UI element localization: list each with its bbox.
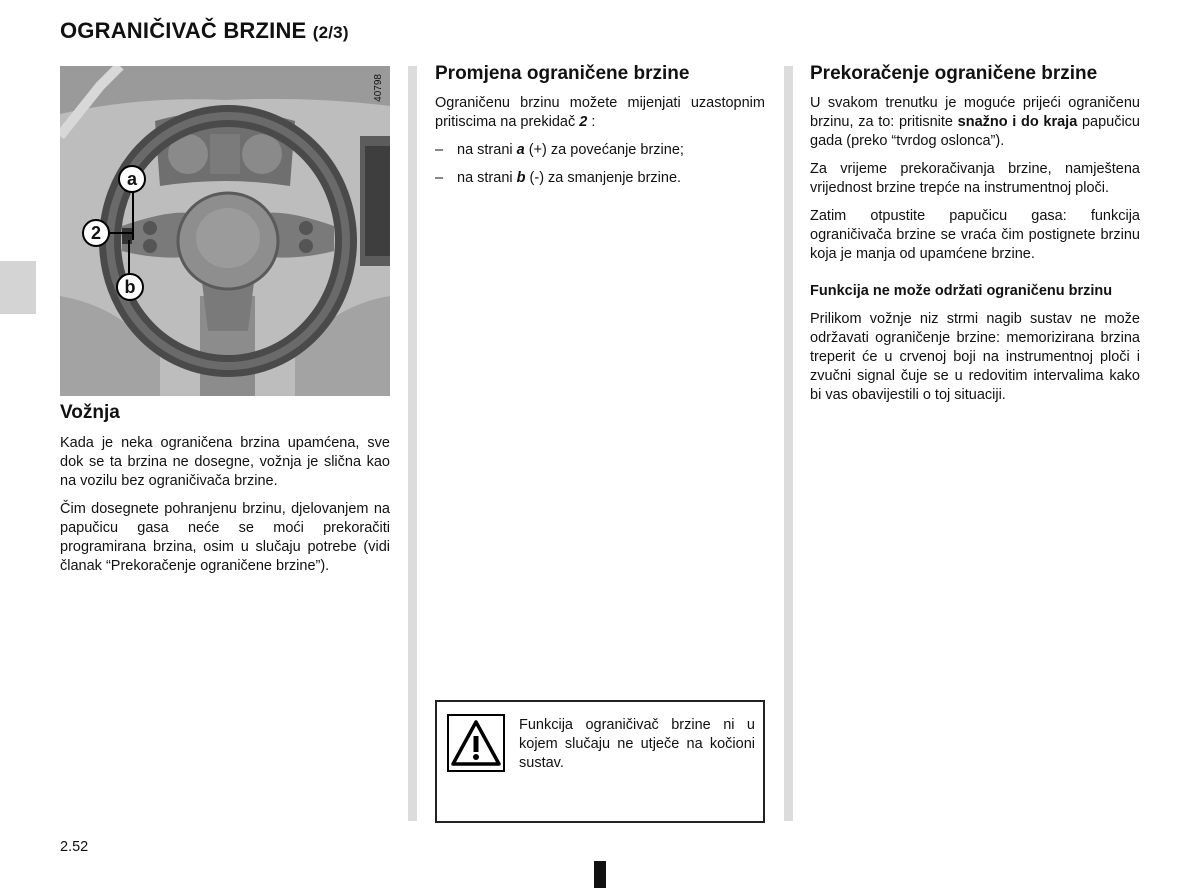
paragraph — [435, 94, 765, 132]
steering-wheel-figure — [60, 66, 390, 396]
page-edge-marker — [594, 861, 606, 888]
list-item-text: na strani — [457, 170, 513, 186]
list-item-text: na strani — [457, 142, 513, 158]
section-driving — [60, 402, 390, 576]
paragraph: Čim dosegnete pohranjenu brzinu, djelovanjem na papučicu gasa neće se moći prekoračiti programirana brzina, osim u slučaju potrebe (vidi članak “Prekoračenje ograničene brzine”). — [60, 501, 390, 574]
section-exceed-speed — [810, 63, 1140, 405]
column-divider-right — [784, 66, 793, 821]
section-change-speed-body — [435, 94, 765, 188]
section-driving-body — [60, 434, 390, 576]
callout-b-label: b — [116, 273, 144, 301]
list-item-key: b — [516, 170, 526, 186]
warning-box — [435, 700, 765, 823]
paragraph: Prilikom vožnje niz strmi nagib sustav ne može održavati ograničenje brzine: memorizirana brzina treperit će u crvenoj boji na instrumentnoj ploči i zvučni signal čuje se u redovitim intervalima kako bi vas obavijestili o toj situaciji. — [810, 311, 1140, 403]
paragraph: Kada je neka ograničena brzina upamćena, sve dok se ta brzina ne dosegne, vožnja je slična kao na vozilu bez ograničivača brzine. — [60, 435, 390, 489]
paragraph — [810, 94, 1140, 151]
emphasis-text: snažno i do kraja — [957, 114, 1078, 130]
section-driving-heading: Vožnja — [60, 402, 120, 423]
page-title — [60, 18, 349, 44]
subheading: Funkcija ne može održati ograničenu brzinu — [810, 283, 1113, 299]
section-change-speed-heading: Promjena ograničene brzine — [435, 63, 690, 84]
page-title-part: (2/3) — [312, 23, 349, 42]
list-item — [435, 169, 765, 188]
warning-text: Funkcija ograničivač brzine ni u kojem slučaju ne utječe na kočioni sustav. — [519, 717, 755, 771]
section-exceed-speed-heading: Prekoračenje ograničene brzine — [810, 63, 1098, 84]
list-item-text: (-) za smanjenje brzine. — [529, 170, 682, 186]
warning-triangle-icon — [447, 714, 505, 772]
intro-punct: : — [591, 114, 596, 130]
switch-reference: 2 — [579, 114, 588, 130]
callout-a-label: a — [118, 165, 146, 193]
paragraph: Za vrijeme prekoračivanja brzine, namještena vrijednost brzine trepće na instrumentnoj ploči. — [810, 161, 1140, 196]
paragraph-text: U svakom trenutku je moguće prijeći ograničenu brzinu, za to: pritisnite — [810, 95, 1140, 130]
callout-2-label: 2 — [82, 219, 110, 247]
paragraph: Zatim otpustite papučicu gasa: funkcija ograničivača brzine se vraća čim postignete brzinu koja je manja od upamćene brzine. — [810, 208, 1140, 262]
section-change-speed — [435, 63, 765, 188]
section-tab — [0, 261, 36, 314]
page-title-main: OGRANIČIVAČ BRZINE — [60, 18, 307, 43]
section-exceed-speed-body — [810, 94, 1140, 405]
list-item — [435, 141, 765, 160]
intro-text: Ograničenu brzinu možete mijenjati uzastopnim pritiscima na prekidač — [435, 95, 765, 130]
figure-reference-number: 40798 — [373, 74, 384, 102]
list-item-text: (+) za povećanje brzine; — [528, 142, 684, 158]
dash-bullet: – — [435, 142, 444, 158]
dash-bullet: – — [435, 170, 444, 186]
paragraph-text: papučicu gada (preko “tvrdog oslonca”). — [810, 114, 1140, 149]
list-item-key: a — [516, 142, 525, 158]
page-number: 2.52 — [60, 839, 89, 855]
callout-leader-b — [128, 240, 130, 276]
column-divider-left — [408, 66, 417, 821]
